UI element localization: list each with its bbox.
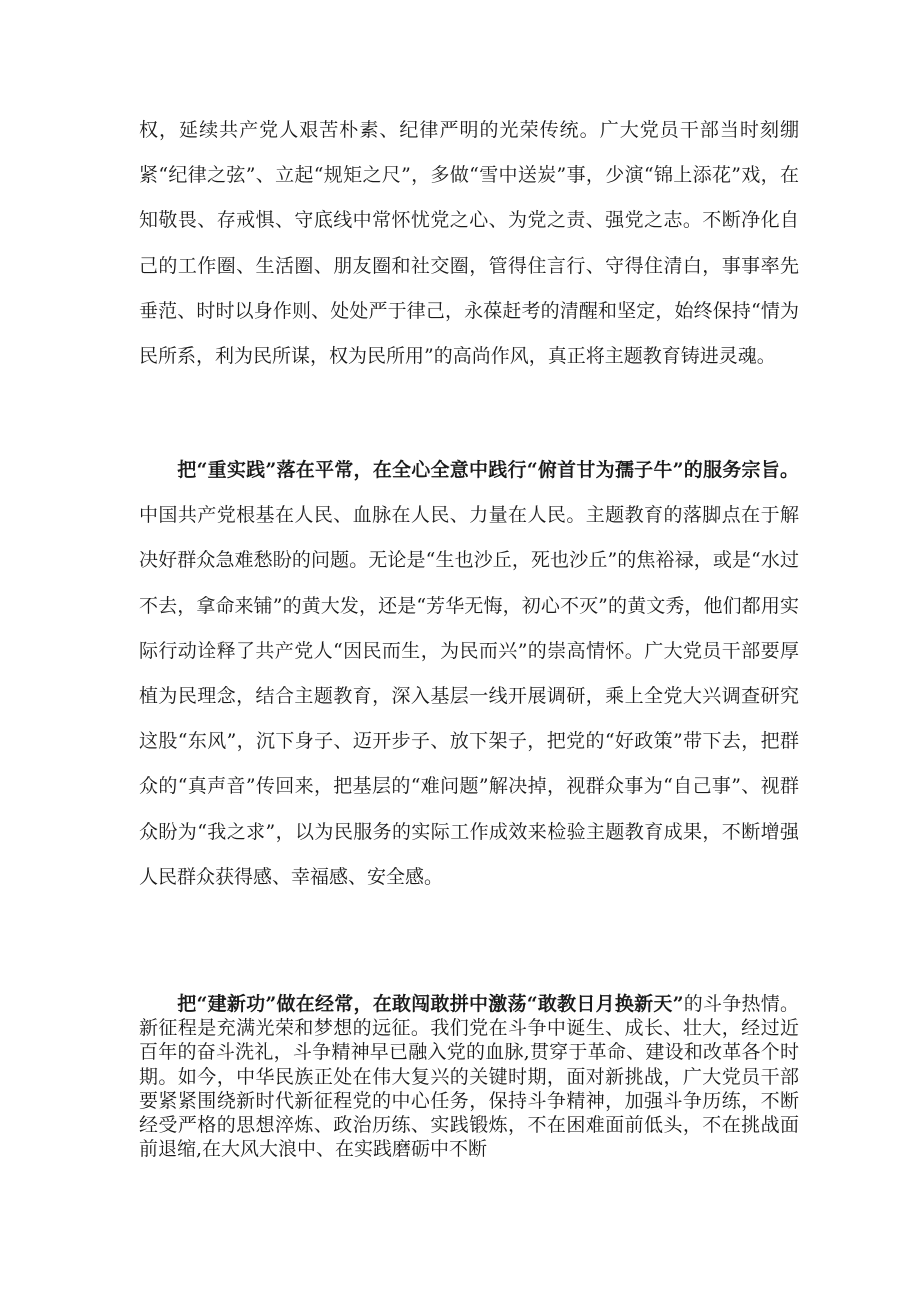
paragraph-lead-heading: 把“建新功”做在经常，在敢闯敢拼中激荡“敢教日月换新天”: [177, 993, 684, 1015]
paragraph-practice: [139, 448, 799, 900]
paragraph-discipline: [139, 108, 799, 379]
paragraph-text: 中国共产党根基在人民、血脉在人民、力量在人民。主题教育的落脚点在于解决好群众急难愁盼的问题。无论是“生也沙丘，死也沙丘”的焦裕禄，或是“水过不去，拿命来铺”的黄大发，还是“芳华无悔，初心不灭”的黄文秀，他们都用实际行动诠释了共产党人“因民而生，为民而兴”的崇高情怀。广大党员干部要厚植为民理念，结合主题教育，深入基层一线开展调研，乘上全党大兴调查研究这股“东风”，沉下身子、迈开步子、放下架子，把党的“好政策”带下去，把群众的“真声音”传回来，把基层的“难问题”解决掉，视群众事为“自己事”、视群众盼为“我之求”，以为民服务的实际工作成效来检验主题教育成果，不断增强人民群众获得感、幸福感、安全感。: [139, 504, 799, 888]
paragraph-text: 权，延续共产党人艰苦朴素、纪律严明的光荣传统。广大党员干部当时刻绷紧“纪律之弦”、立起“规矩之尺”，多做“雪中送炭”事，少演“锦上添花”戏，在知敬畏、存戒惧、守底线中常怀忧党之心、为党之责、强党之志。不断净化自己的工作圈、生活圈、朋友圈和社交圈，管得住言行、守得住清白，事事率先垂范、时时以身作则、处处严于律己，永葆赶考的清醒和坚定，始终保持“情为民所系，利为民所谋，权为民所用”的高尚作风，真正将主题教育铸进灵魂。: [139, 119, 799, 368]
paragraph-text: 的斗争热情。新征程是充满光荣和梦想的远征。我们党在斗争中诞生、成长、壮大，经过近百年的奋斗洗礼，斗争精神早已融入党的血脉,贯穿于革命、建设和改革各个时期。如今，中华民族正处在伟大复兴的关键时期，面对新挑战，广大党员干部要紧紧围绕新时代新征程党的中心任务，保持斗争精神，加强斗争历练，不断经受严格的思想淬炼、政治历练、实践锻炼，不在困难面前低头，不在挑战面前退缩,在大风大浪中、在实践磨砺中不断: [139, 993, 799, 1161]
paragraph-new-achievements: [139, 992, 799, 1161]
paragraph-lead-heading: 把“重实践”落在平常，在全心全意中践行“俯首甘为孺子牛”的服务宗旨。: [177, 459, 799, 481]
